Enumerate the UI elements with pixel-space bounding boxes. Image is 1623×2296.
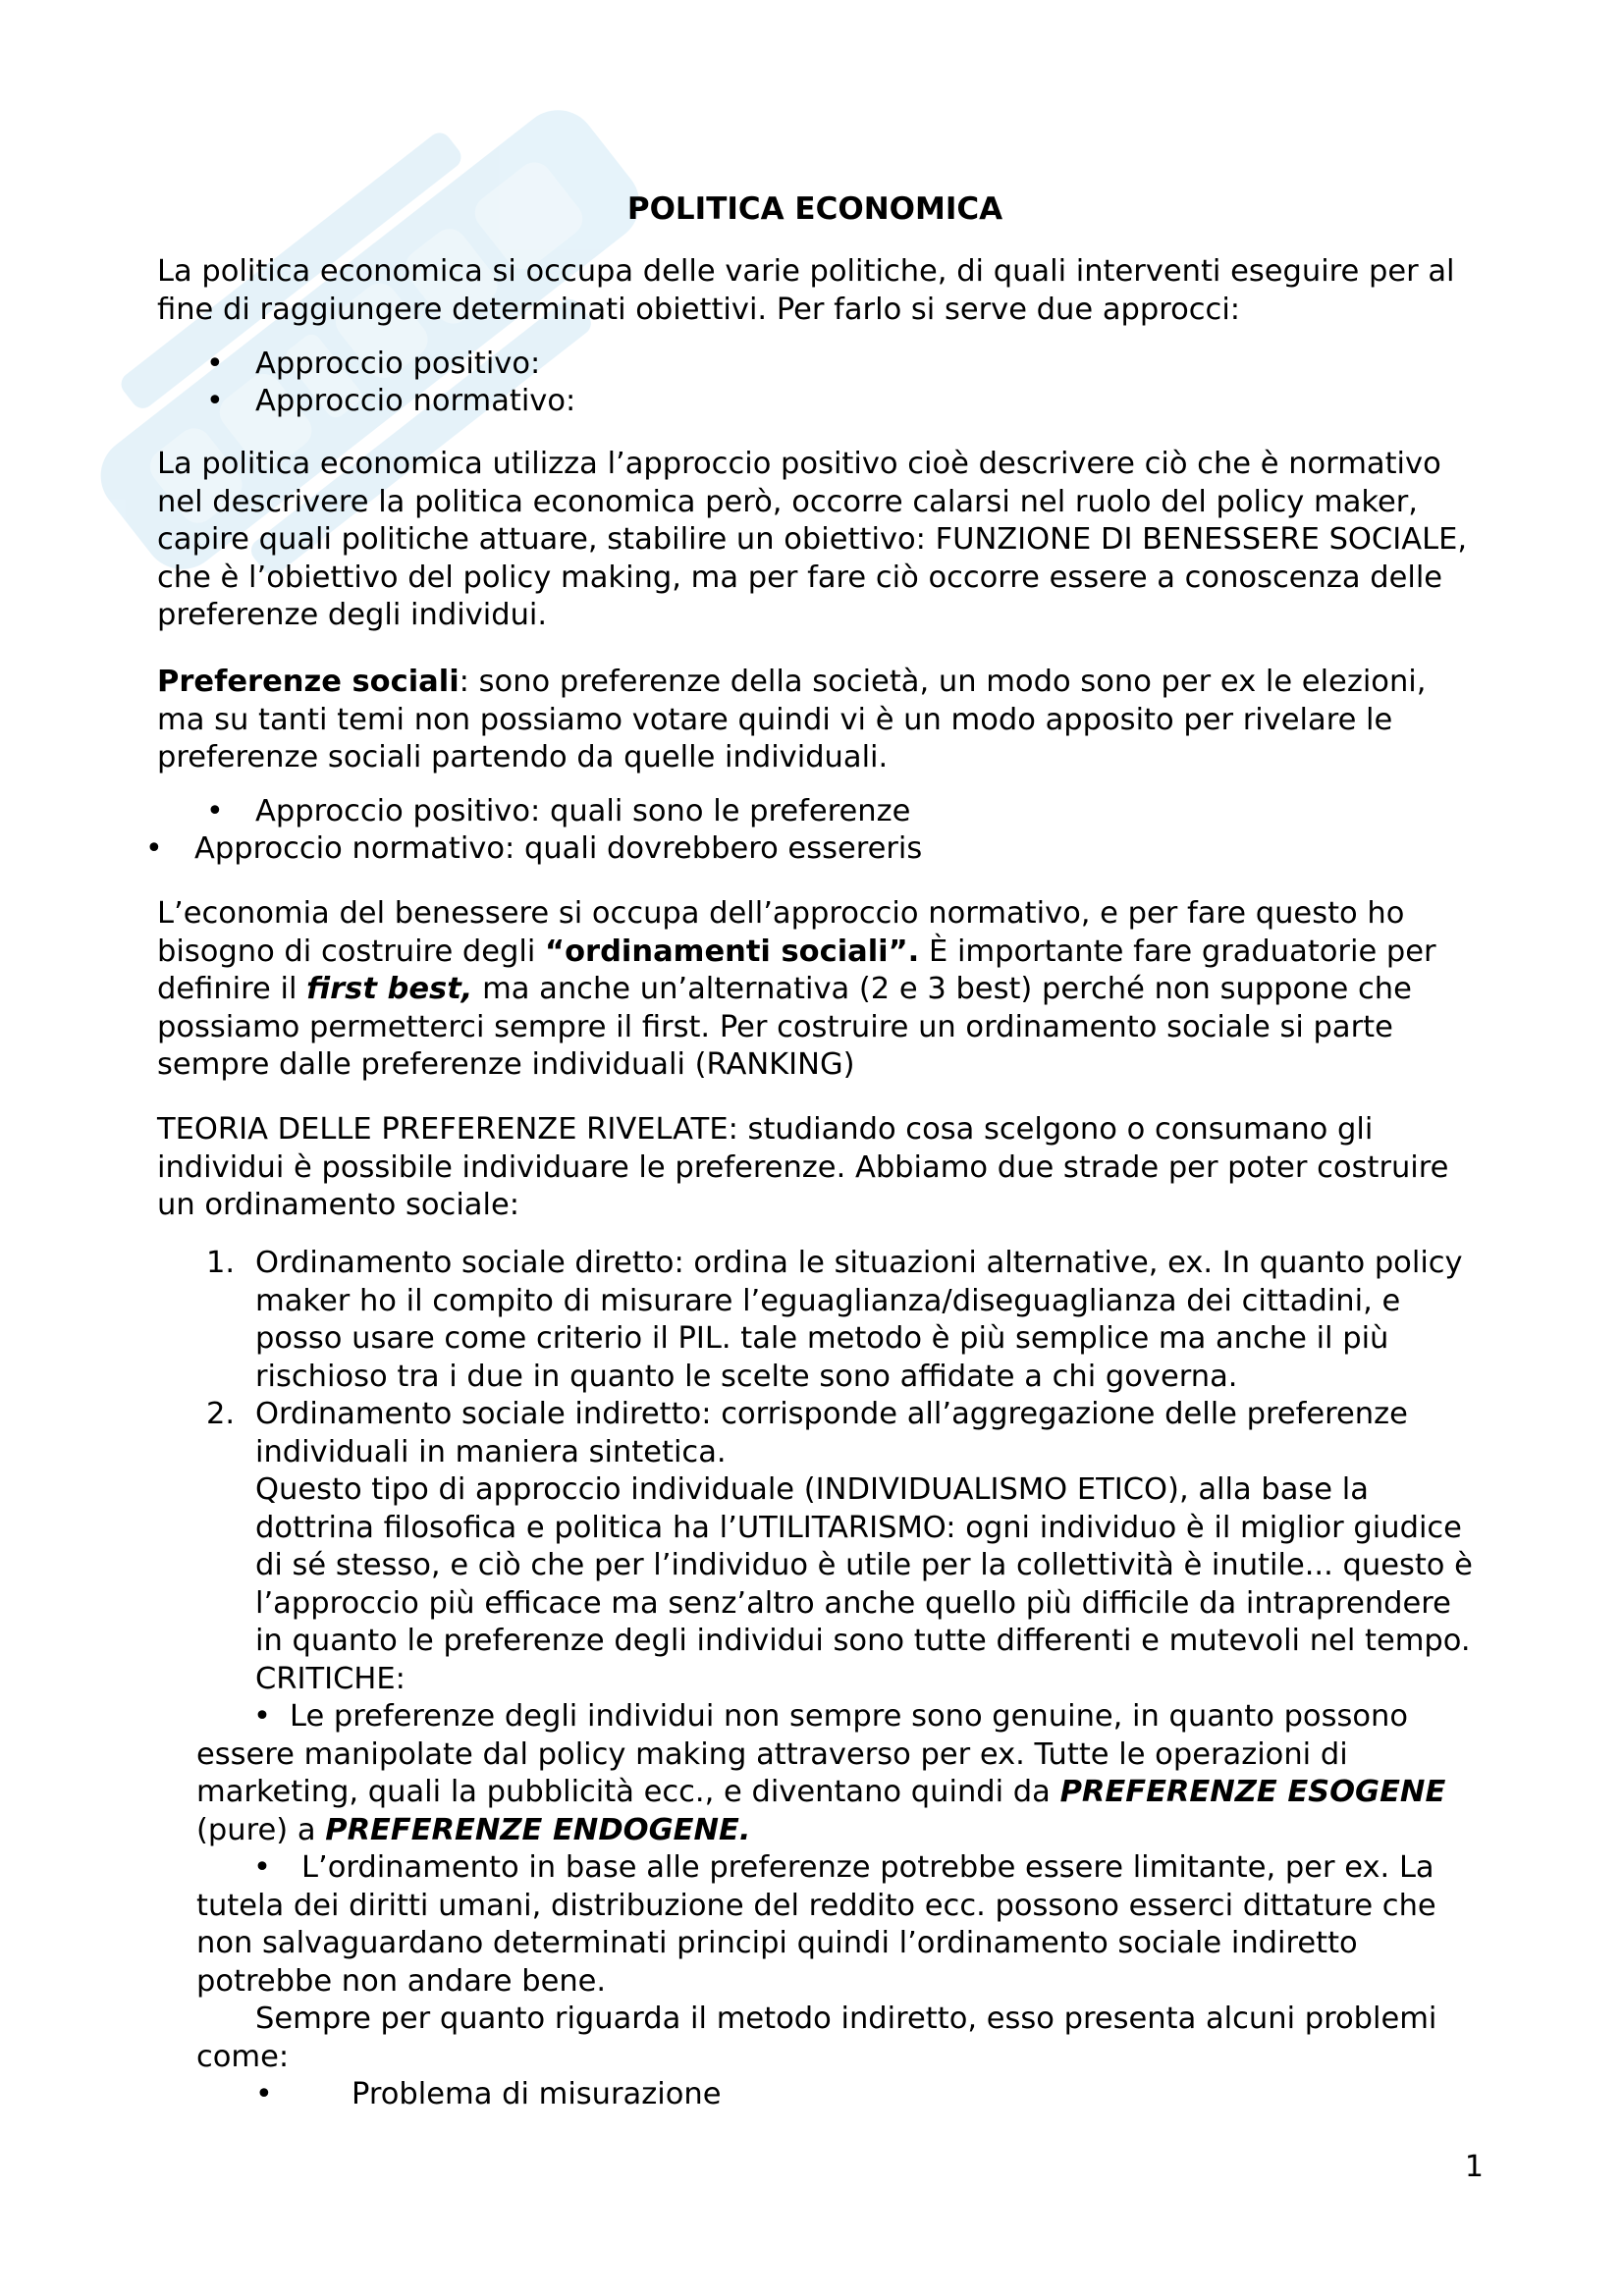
critiche-label: CRITICHE: xyxy=(255,1661,406,1696)
intro-paragraph: La politica economica si occupa delle varie politiche, di quali interventi eseguire per al fine di raggiungere determinati obiettivi. Per farlo si serve due approcci: xyxy=(157,254,1455,327)
page-number: 1 xyxy=(1464,2150,1484,2184)
benessere-paragraph: L’economia del benessere si occupa dell’approccio normativo, e per fare questo ho bisogno di costruire degli “ordinamenti sociali”. È importante fare graduatorie per definire il first best, ma anche un’alternativa (2 e 3 best) perché non suppone che possiamo permetterci sempre il first. Per costruire un ordinamento sociale si parte sempre dalle preferenze individuali (RANKING) xyxy=(157,896,1436,1082)
ordinamenti-sociali-term: “ordinamenti sociali”. xyxy=(545,934,920,969)
first-best-term: first best, xyxy=(306,972,473,1006)
bullet-icon: • xyxy=(206,794,224,828)
bullet-icon: • xyxy=(206,384,224,418)
bullet-icon: • xyxy=(145,831,163,866)
positive-approach-paragraph: La politica economica utilizza l’approccio positivo cioè descrivere ciò che è normativo nel descrivere la politica economica però, occorre calarsi nel ruolo del policy maker, capire quali politiche attuare, stabilire un obiettivo: FUNZIONE DI BENESSERE SOCIALE, che è l’obiettivo del policy making, ma per fare ciò occorre essere a conoscenza delle preferenze degli individui. xyxy=(157,447,1468,632)
bullet-icon: • xyxy=(253,1850,271,1885)
metodo-indiretto-paragraph: Sempre per quanto riguarda il metodo indiretto, esso presenta alcuni problemi come: xyxy=(196,2002,1437,2074)
critica-1: • Le preferenze degli individui non sempre sono genuine, in quanto possono essere manipolate dal policy making attraverso per ex. Tutte le operazioni di marketing, quali la pubblicità ecc., e diventano quindi da PREFERENZE ESOGENE (pure) a PREFERENZE ENDOGENE. xyxy=(196,1699,1446,1847)
preferenze-sociali-paragraph: Preferenze sociali: sono preferenze della società, un modo sono per ex le elezioni, ma su tanti temi non possiamo votare quindi vi è un modo apposito per rivelare le preferenze sociali partendo da quelle individuali. xyxy=(157,665,1427,774)
document-title: POLITICA ECONOMICA xyxy=(626,191,1003,227)
teoria-paragraph: TEORIA DELLE PREFERENZE RIVELATE: studiando cosa scelgono o consumano gli individui è possibile individuare le preferenze. Abbiamo due strade per poter costruire un ordinamento sociale: xyxy=(157,1112,1449,1222)
bullet-icon: • xyxy=(255,2077,273,2111)
critica-2: • L’ordinamento in base alle preferenze potrebbe essere limitante, per ex. La tutela dei diritti umani, distribuzione del reddito ecc. possono esserci dittature che non salvaguardano determinati principi quindi l’ordinamento sociale indiretto potrebbe non andare bene. xyxy=(196,1850,1436,1999)
preferenze-sociali-term: Preferenze sociali xyxy=(157,665,460,699)
bullet-icon: • xyxy=(253,1699,271,1734)
bullet-icon: • xyxy=(206,347,224,381)
